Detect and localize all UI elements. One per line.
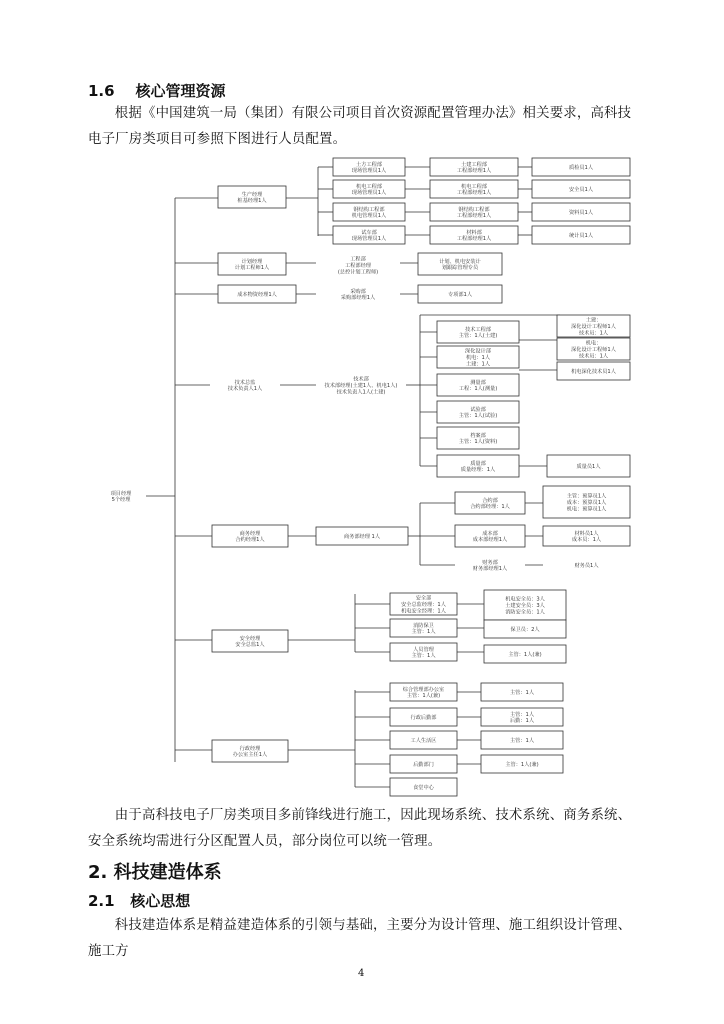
org-box-n-s3 bbox=[390, 643, 457, 661]
org-box-n-g4 bbox=[532, 226, 630, 244]
org-box-label: 食堂中心 bbox=[413, 785, 434, 791]
org-box-label: 成本部 bbox=[482, 530, 498, 537]
org-box-n-plan bbox=[218, 253, 286, 275]
org-box-label: 试验部 bbox=[470, 406, 486, 413]
org-box-label: 技术工程部 bbox=[465, 326, 491, 333]
org-box-label: 行政后勤部 bbox=[410, 715, 437, 721]
org-box-label: 机电：预算员1人 bbox=[566, 506, 607, 513]
org-box-n-a2 bbox=[390, 708, 457, 726]
org-box-label: 主管：1人 bbox=[509, 738, 535, 744]
org-box-label: 办公室主任1人 bbox=[232, 752, 268, 759]
page-number: 4 bbox=[358, 968, 365, 979]
org-box-label: 主管：1人 bbox=[509, 711, 535, 718]
org-box-label: 钢结构工程部 bbox=[458, 206, 490, 213]
org-box-n-plan3 bbox=[418, 253, 502, 275]
org-box-label: 桩基经理1人 bbox=[237, 198, 267, 205]
org-box-label: 财务部 bbox=[482, 559, 498, 566]
org-box-n-s2r bbox=[484, 620, 566, 638]
org-box-label: 消防保卫 bbox=[413, 622, 434, 629]
org-box-n-adm-left bbox=[212, 740, 288, 762]
org-box-label: 商务部经理 1人 bbox=[343, 534, 381, 540]
org-box-label: 安全经理 bbox=[239, 635, 261, 642]
org-box-n-s1 bbox=[390, 593, 457, 615]
org-box-n-b1 bbox=[455, 492, 525, 514]
org-box-label: 合约经理1人 bbox=[235, 537, 265, 544]
org-box-n-a4 bbox=[390, 755, 457, 773]
section-title: 科技建造体系 bbox=[113, 862, 222, 883]
section-title: 核心管理资源 bbox=[135, 82, 226, 100]
org-box-label: 土建安全员：3人 bbox=[505, 603, 545, 609]
org-box-label: 质检员1人 bbox=[568, 165, 594, 171]
org-box-n-e1 bbox=[333, 158, 405, 176]
org-box-label: 采购部经理1人 bbox=[340, 295, 376, 302]
org-box-n-plan2 bbox=[338, 255, 378, 276]
org-box-label: 计划工程师1人 bbox=[234, 265, 270, 272]
org-box-label: 安全部 bbox=[415, 595, 432, 602]
org-box-label: 主管：1人(兼) bbox=[406, 693, 441, 700]
org-box-label: 土建：1人 bbox=[465, 361, 491, 368]
org-box-n-b3 bbox=[473, 558, 507, 572]
org-box-label: 工程部经理1人 bbox=[456, 168, 492, 175]
org-box-label: 商务经理 bbox=[239, 530, 261, 537]
org-box-label: 主管：1人(试验) bbox=[458, 413, 498, 420]
org-box-n-biz-left bbox=[212, 525, 288, 547]
intro-paragraph: 根据《中国建筑一局（集团）有限公司项目首次资源配置管理办法》相关要求，高科技电子厂房类项目可参照下图进行人员配置。 bbox=[88, 106, 632, 147]
org-box-label: 机电：1人 bbox=[465, 355, 491, 361]
org-box-label: 现场管理员1人 bbox=[351, 190, 387, 197]
org-box-n-t3 bbox=[437, 374, 519, 396]
org-box-label: 消防安全员：1人 bbox=[505, 609, 545, 616]
org-box-label: 工人生活区 bbox=[410, 738, 437, 744]
paragraph-zoning: 由于高科技电子厂房类项目多前锋线进行施工，因此现场系统、技术系统、商务系统、安全系统均需进行分区配置人员，部分岗位可以统一管理。 bbox=[88, 808, 632, 849]
org-box-label: 计划经理 bbox=[241, 258, 263, 265]
org-box-label: 主管：1人(兼) bbox=[508, 652, 542, 658]
org-box-label: 机电： bbox=[585, 340, 602, 347]
org-box-label: 主管：1人(土建) bbox=[458, 333, 498, 340]
org-box-label: 工程部经理1人 bbox=[456, 213, 492, 220]
org-box-label: 机电安全员：3人 bbox=[505, 596, 545, 603]
org-box-label: 工程部经理 bbox=[345, 263, 371, 269]
org-box-label: 计划、机电安装计 bbox=[439, 258, 481, 265]
org-box-label: 质量部 bbox=[470, 460, 486, 467]
org-box-n-a4r bbox=[481, 755, 563, 773]
org-box-label: 工程部 bbox=[350, 256, 366, 263]
org-box-n-t6r bbox=[547, 455, 630, 477]
org-box-label: 成本物资经理1人 bbox=[237, 292, 277, 298]
org-box-label: 试车部 bbox=[361, 229, 377, 236]
org-box-n-t2 bbox=[437, 346, 519, 368]
org-box-label: 5个经理 bbox=[111, 497, 131, 504]
org-box-label: 专项部1人 bbox=[447, 292, 473, 298]
section-number: 2.1 bbox=[88, 892, 115, 910]
org-box-n-b2 bbox=[455, 525, 525, 547]
org-box-label: 成本员：1人 bbox=[571, 537, 602, 544]
org-box-label: 技术负责人1人 bbox=[227, 386, 263, 393]
org-box-label: 成本部经理1人 bbox=[472, 537, 508, 544]
org-box-n-a1r bbox=[481, 683, 563, 701]
org-box-label: 工程部经理1人 bbox=[456, 236, 492, 243]
org-box-n-e4 bbox=[333, 226, 405, 244]
org-box-n-a5 bbox=[390, 778, 457, 796]
org-box-label: 主管：1人 bbox=[509, 690, 535, 696]
org-box-label: 财务员1人 bbox=[574, 563, 599, 569]
org-box-label: 技术部 bbox=[353, 376, 369, 383]
org-box-n-t4 bbox=[437, 401, 519, 423]
org-box-n-s2 bbox=[390, 619, 457, 637]
org-box-label: 钢结构工程部 bbox=[353, 206, 385, 213]
org-box-label: 合约部 bbox=[482, 497, 498, 504]
org-box-n-g1 bbox=[532, 158, 630, 176]
org-box-label: 现场管理员1人 bbox=[351, 236, 387, 243]
org-box-label: 统计员1人 bbox=[568, 233, 594, 239]
org-box-label: 安全总监经理：1人 bbox=[401, 602, 446, 608]
section-number: 2. bbox=[88, 862, 108, 883]
org-box-n-cost-left bbox=[218, 285, 296, 303]
org-box-label: 现场管理员1人 bbox=[351, 168, 387, 175]
org-box-label: 机电安全经理：1人 bbox=[401, 608, 446, 615]
org-box-label: 技术总监 bbox=[234, 379, 256, 386]
org-box-label: 划跟踪管理专员 bbox=[441, 265, 479, 272]
org-box-label: 测量部 bbox=[470, 379, 486, 386]
org-box-n-e3 bbox=[333, 203, 405, 221]
org-box-label: 主管：预算员1人 bbox=[566, 493, 607, 500]
org-box-label: 技术员：1人 bbox=[578, 330, 609, 337]
org-box-n-s1r bbox=[484, 590, 566, 620]
org-box-n-a3 bbox=[390, 731, 457, 749]
org-box-label: 生产经理 bbox=[241, 191, 263, 198]
org-box-label: 土建工程部 bbox=[461, 161, 487, 168]
org-box-n-b3r bbox=[574, 561, 598, 569]
org-box-label: 机电工程部 bbox=[356, 183, 382, 190]
org-box-n-s3r bbox=[484, 645, 566, 663]
org-box-n-cost-right bbox=[418, 285, 502, 303]
section-heading-2-1 bbox=[88, 890, 190, 911]
org-box-label: 技术部经理(土建1人、机电1人) bbox=[324, 383, 398, 389]
org-box-label: 人员管理 bbox=[413, 646, 434, 653]
org-box-root bbox=[111, 489, 133, 503]
org-box-label: 机电深化技术员1人 bbox=[571, 369, 616, 375]
org-box-label: 财务部经理1人 bbox=[472, 566, 508, 573]
org-box-label: 资料员1人 bbox=[568, 210, 594, 216]
org-box-n-b1r bbox=[543, 486, 630, 518]
org-box-label: 后勤部门 bbox=[413, 762, 434, 768]
org-box-label: 材料员1人 bbox=[574, 530, 599, 537]
org-box-label: 材料部 bbox=[466, 229, 482, 236]
org-box-label: 合约部经理：1人 bbox=[470, 504, 510, 511]
org-box-label: 安全员1人 bbox=[568, 187, 594, 193]
org-box-n-g2 bbox=[532, 180, 630, 198]
org-box-n-t5 bbox=[437, 427, 519, 449]
org-box-n-biz-mid bbox=[316, 527, 408, 545]
section-heading-2 bbox=[88, 858, 222, 884]
org-box-label: 成本：预算员1人 bbox=[566, 500, 607, 506]
org-box-label: 后勤：1人 bbox=[509, 718, 535, 725]
org-box-label: 深化设计部 bbox=[465, 348, 491, 355]
org-box-n-tr3 bbox=[557, 362, 630, 380]
org-box-label: 项目经理 bbox=[110, 490, 132, 497]
org-box-n-g3 bbox=[532, 203, 630, 221]
org-box-label: 档案部 bbox=[470, 432, 486, 439]
org-box-n-f3 bbox=[430, 203, 518, 221]
paragraph-tech-system: 科技建造体系是精益建造体系的引领与基础，主要分为设计管理、施工组织设计管理、施工方 bbox=[88, 918, 632, 959]
org-box-n-a1 bbox=[390, 683, 457, 701]
org-box-n-tech-mid bbox=[325, 375, 398, 396]
org-box-label: 机电管理员1人 bbox=[351, 213, 387, 220]
section-title: 核心思想 bbox=[130, 892, 191, 910]
org-box-n-tech-left bbox=[228, 378, 262, 392]
org-box-n-a3r bbox=[481, 731, 563, 749]
section-number: 1.6 bbox=[88, 82, 115, 100]
org-box-n-f4 bbox=[430, 226, 518, 244]
org-box-label: 深化设计工程师1人 bbox=[571, 324, 616, 330]
org-box-label: 主管：1人(资料) bbox=[458, 439, 498, 446]
org-box-label: 土方工程部 bbox=[356, 161, 382, 168]
org-box-label: 工程部经理1人 bbox=[456, 190, 492, 197]
org-box-label: 主管：1人 bbox=[411, 629, 436, 636]
org-box-label: 工程：1人(测量) bbox=[458, 386, 498, 393]
org-box-label: 机电工程部 bbox=[461, 183, 487, 190]
org-box-label: 主管：1人(兼) bbox=[505, 762, 539, 768]
org-box-n-tr2 bbox=[557, 338, 630, 360]
org-box-n-t1 bbox=[437, 321, 519, 343]
org-box-label: 综合管理部办公室 bbox=[402, 686, 445, 693]
org-box-n-f2 bbox=[430, 180, 518, 198]
org-box-label: 主管：1人 bbox=[411, 653, 436, 660]
org-box-label: 行政经理 bbox=[239, 745, 261, 752]
org-box-n-safe-left bbox=[212, 630, 288, 652]
org-box-label: 保卫员：2人 bbox=[510, 627, 540, 633]
org-box-label: 土建： bbox=[585, 317, 602, 324]
org-box-label: 质量经理：1人 bbox=[460, 467, 496, 474]
org-box-label: 质量员1人 bbox=[576, 464, 601, 470]
org-box-n-cost-mid bbox=[341, 287, 375, 301]
org-box-n-a2r bbox=[481, 708, 563, 726]
org-box-n-tr1 bbox=[557, 315, 630, 337]
org-box-label: 采购部 bbox=[350, 288, 366, 295]
org-box-label: 深化设计工程师1人 bbox=[571, 347, 616, 353]
org-box-label: (总控计划工程师) bbox=[337, 269, 379, 276]
org-box-n-f1 bbox=[430, 158, 518, 176]
org-box-n-t6 bbox=[437, 455, 519, 477]
org-box-n-e2 bbox=[333, 180, 405, 198]
org-box-label: 技术员：1人 bbox=[578, 353, 609, 360]
org-box-n-prod-mgr bbox=[218, 186, 286, 208]
org-box-label: 技术负责人1人(土建) bbox=[336, 389, 386, 396]
org-box-n-b2r bbox=[543, 526, 630, 546]
org-box-label: 安全总监1人 bbox=[235, 642, 265, 649]
